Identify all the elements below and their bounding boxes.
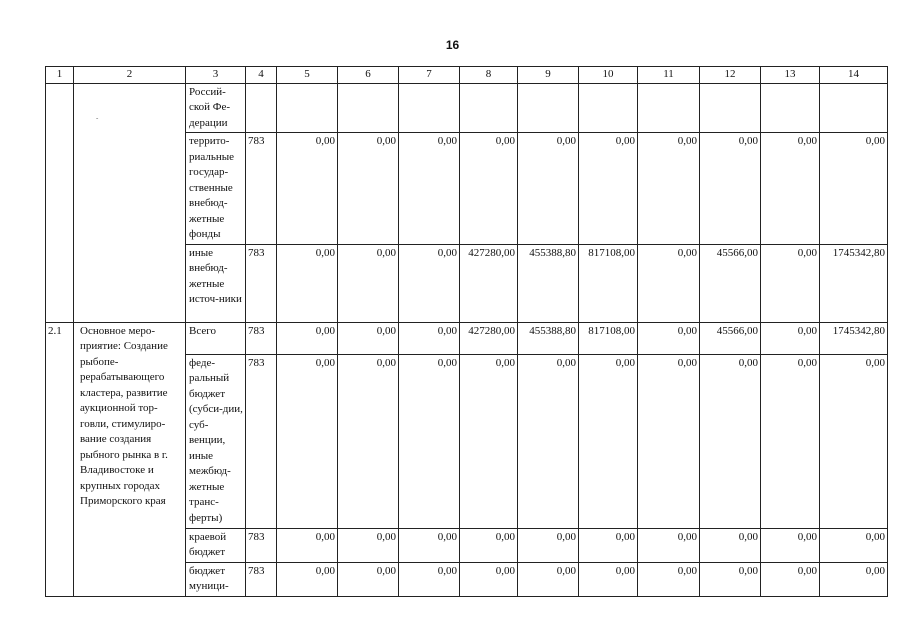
amount-cell: 0,00 [518, 354, 579, 528]
amount-cell: 427280,00 [460, 244, 518, 322]
header-cell: 3 [186, 67, 246, 84]
amount-cell: 0,00 [638, 528, 700, 562]
amount-cell: 0,00 [399, 133, 460, 245]
header-cell: 5 [277, 67, 338, 84]
amount-cell: 0,00 [579, 354, 638, 528]
amount-cell [399, 83, 460, 133]
amount-cell [579, 83, 638, 133]
amount-cell: 0,00 [700, 354, 761, 528]
amount-cell: 0,00 [579, 528, 638, 562]
amount-cell: 0,00 [460, 133, 518, 245]
amount-cell [638, 83, 700, 133]
amount-cell: 0,00 [277, 244, 338, 322]
amount-cell [460, 83, 518, 133]
header-cell: 8 [460, 67, 518, 84]
header-cell: 13 [761, 67, 820, 84]
header-cell: 9 [518, 67, 579, 84]
amount-cell: 0,00 [761, 562, 820, 596]
amount-cell: 0,00 [638, 562, 700, 596]
amount-cell: 0,00 [338, 244, 399, 322]
header-cell: 11 [638, 67, 700, 84]
table-row [46, 83, 888, 133]
code-value-cell: 783 [246, 322, 277, 354]
amount-cell: 0,00 [277, 528, 338, 562]
source-cell: бюджет муници- [186, 562, 246, 596]
amount-cell: 427280,00 [460, 322, 518, 354]
amount-cell: 0,00 [638, 133, 700, 245]
amount-cell: 0,00 [761, 354, 820, 528]
amount-cell: 0,00 [399, 562, 460, 596]
source-cell: Всего [186, 322, 246, 354]
code-cell-empty [46, 83, 74, 322]
amount-cell: 0,00 [761, 528, 820, 562]
amount-cell: 0,00 [338, 354, 399, 528]
amount-cell [277, 83, 338, 133]
amount-cell: 0,00 [761, 244, 820, 322]
amount-cell: 0,00 [277, 322, 338, 354]
amount-cell: 0,00 [277, 354, 338, 528]
amount-cell: 0,00 [579, 133, 638, 245]
amount-cell: 0,00 [518, 562, 579, 596]
amount-cell: 0,00 [761, 322, 820, 354]
amount-cell: 0,00 [399, 528, 460, 562]
amount-cell: 0,00 [460, 528, 518, 562]
amount-cell: 45566,00 [700, 322, 761, 354]
source-cell: феде-ральный бюджет (субси-дии, суб-венции, иные межбюд-жетные транс-ферты) [186, 354, 246, 528]
amount-cell [761, 83, 820, 133]
amount-cell: 0,00 [820, 528, 888, 562]
code-value-cell: 783 [246, 244, 277, 322]
table-row [46, 322, 888, 354]
amount-cell: 0,00 [399, 354, 460, 528]
amount-cell [338, 83, 399, 133]
amount-cell: 0,00 [338, 562, 399, 596]
header-cell: 4 [246, 67, 277, 84]
name-cell-empty [74, 83, 186, 322]
amount-cell: 0,00 [518, 528, 579, 562]
header-cell: 2 [74, 67, 186, 84]
amount-cell: 0,00 [277, 133, 338, 245]
code-value-cell: 783 [246, 528, 277, 562]
header-cell: 7 [399, 67, 460, 84]
amount-cell: 0,00 [820, 354, 888, 528]
group-code: 2.1 [46, 322, 74, 596]
header-cell: 1 [46, 67, 74, 84]
amount-cell: 0,00 [460, 562, 518, 596]
amount-cell: 817108,00 [579, 244, 638, 322]
code-value-cell [246, 83, 277, 133]
code-value-cell: 783 [246, 133, 277, 245]
source-cell: террито-риальные государ-ственные внебюд-жетные фонды [186, 133, 246, 245]
code-value-cell: 783 [246, 354, 277, 528]
group-name: Основное меро-приятие: Создание рыбопе-рерабатывающего кластера, развитие аукционной тор-говли, стимулиро-вание создания рыбного рынка в г. Владивостоке и крупных городах Приморского края [74, 322, 186, 596]
amount-cell: 0,00 [399, 322, 460, 354]
amount-cell: 0,00 [638, 244, 700, 322]
amount-cell: 0,00 [761, 133, 820, 245]
amount-cell [700, 83, 761, 133]
amount-cell: 45566,00 [700, 244, 761, 322]
amount-cell: 0,00 [518, 133, 579, 245]
amount-cell: 0,00 [820, 562, 888, 596]
amount-cell: 0,00 [399, 244, 460, 322]
amount-cell: 0,00 [338, 322, 399, 354]
amount-cell [820, 83, 888, 133]
budget-table [45, 66, 888, 597]
amount-cell: 1745342,80 [820, 244, 888, 322]
amount-cell: 0,00 [700, 528, 761, 562]
header-row [46, 67, 888, 84]
amount-cell: 0,00 [460, 354, 518, 528]
source-cell: иные внебюд-жетные источ-ники [186, 244, 246, 322]
amount-cell: 0,00 [638, 322, 700, 354]
amount-cell: 0,00 [338, 528, 399, 562]
amount-cell: 817108,00 [579, 322, 638, 354]
amount-cell: 0,00 [700, 133, 761, 245]
amount-cell: 0,00 [579, 562, 638, 596]
source-cell: Россий-ской Фе-дерации [186, 83, 246, 133]
header-cell: 10 [579, 67, 638, 84]
amount-cell: 0,00 [338, 133, 399, 245]
amount-cell: 0,00 [700, 562, 761, 596]
amount-cell: 1745342,80 [820, 322, 888, 354]
code-value-cell: 783 [246, 562, 277, 596]
amount-cell [518, 83, 579, 133]
amount-cell: 0,00 [638, 354, 700, 528]
amount-cell: 455388,80 [518, 244, 579, 322]
source-cell: краевой бюджет [186, 528, 246, 562]
header-cell: 14 [820, 67, 888, 84]
amount-cell: 455388,80 [518, 322, 579, 354]
page-number: 16 [445, 38, 460, 52]
scan-mark: - [96, 114, 99, 122]
amount-cell: 0,00 [820, 133, 888, 245]
amount-cell: 0,00 [277, 562, 338, 596]
header-cell: 6 [338, 67, 399, 84]
header-cell: 12 [700, 67, 761, 84]
